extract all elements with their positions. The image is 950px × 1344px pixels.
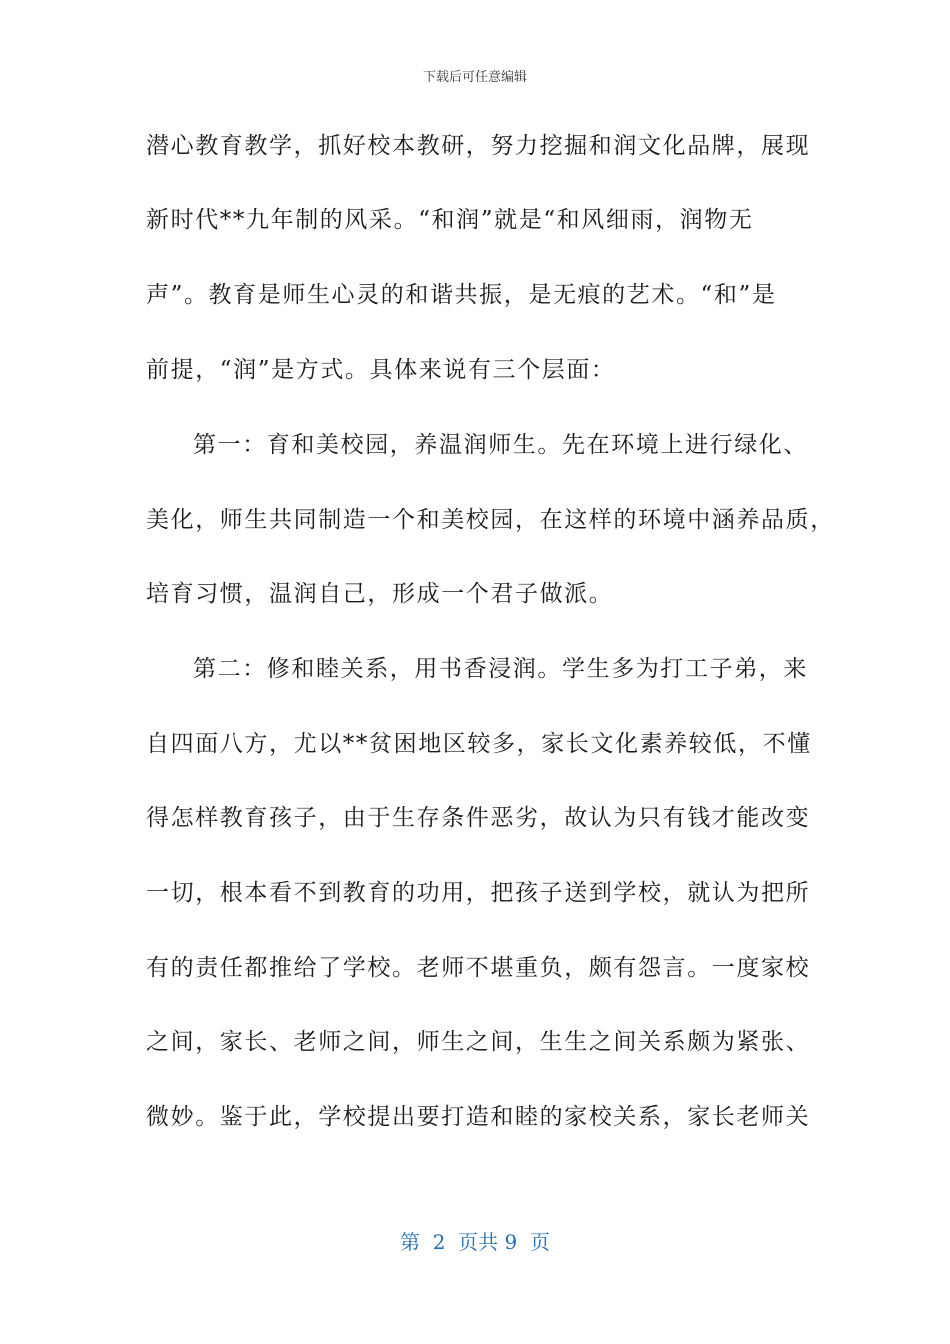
text-line: 新时代**九年制的风采。“和润”就是“和风细雨，润物无 (146, 207, 754, 233)
text-line: 一切，根本看不到教育的功用，把孩子送到学校，就认为把所 (146, 880, 811, 906)
text-line: 微妙。鉴于此，学校提出要打造和睦的家校关系，家长老师关 (146, 1104, 811, 1130)
text-line: 前提，“润”是方式。具体来说有三个层面： (146, 357, 616, 383)
text-line: 美化，师生共同制造一个和美校园，在这样的环境中涵养品质， (146, 507, 835, 533)
text-line: 潜心教育教学，抓好校本教研，努力挖掘和润文化品牌，展现 (146, 133, 811, 159)
text-line: 之间，家长、老师之间，师生之间，生生之间关系颇为紧张、 (146, 1029, 811, 1055)
text-line: 培育习惯，温润自己，形成一个君子做派。 (146, 581, 614, 607)
text-line: 第一：育和美校园，养温润师生。先在环境上进行绿化、 (193, 432, 808, 458)
text-line: 自四面八方，尤以**贫困地区较多，家长文化素养较低，不懂 (146, 731, 812, 757)
text-line: 声”。教育是师生心灵的和谐共振，是无痕的艺术。“和”是 (146, 282, 777, 308)
text-line: 第二：修和睦关系，用书香浸润。学生多为打工子弟，来 (193, 656, 808, 682)
page-header-note: 下载后可任意编辑 (422, 70, 527, 85)
page-number-footer: 第 2 页共 9 页 (400, 1230, 550, 1254)
text-line: 有的责任都推给了学校。老师不堪重负，颇有怨言。一度家校 (146, 955, 811, 981)
text-line: 得怎样教育孩子，由于生存条件恶劣，故认为只有钱才能改变 (146, 805, 811, 831)
